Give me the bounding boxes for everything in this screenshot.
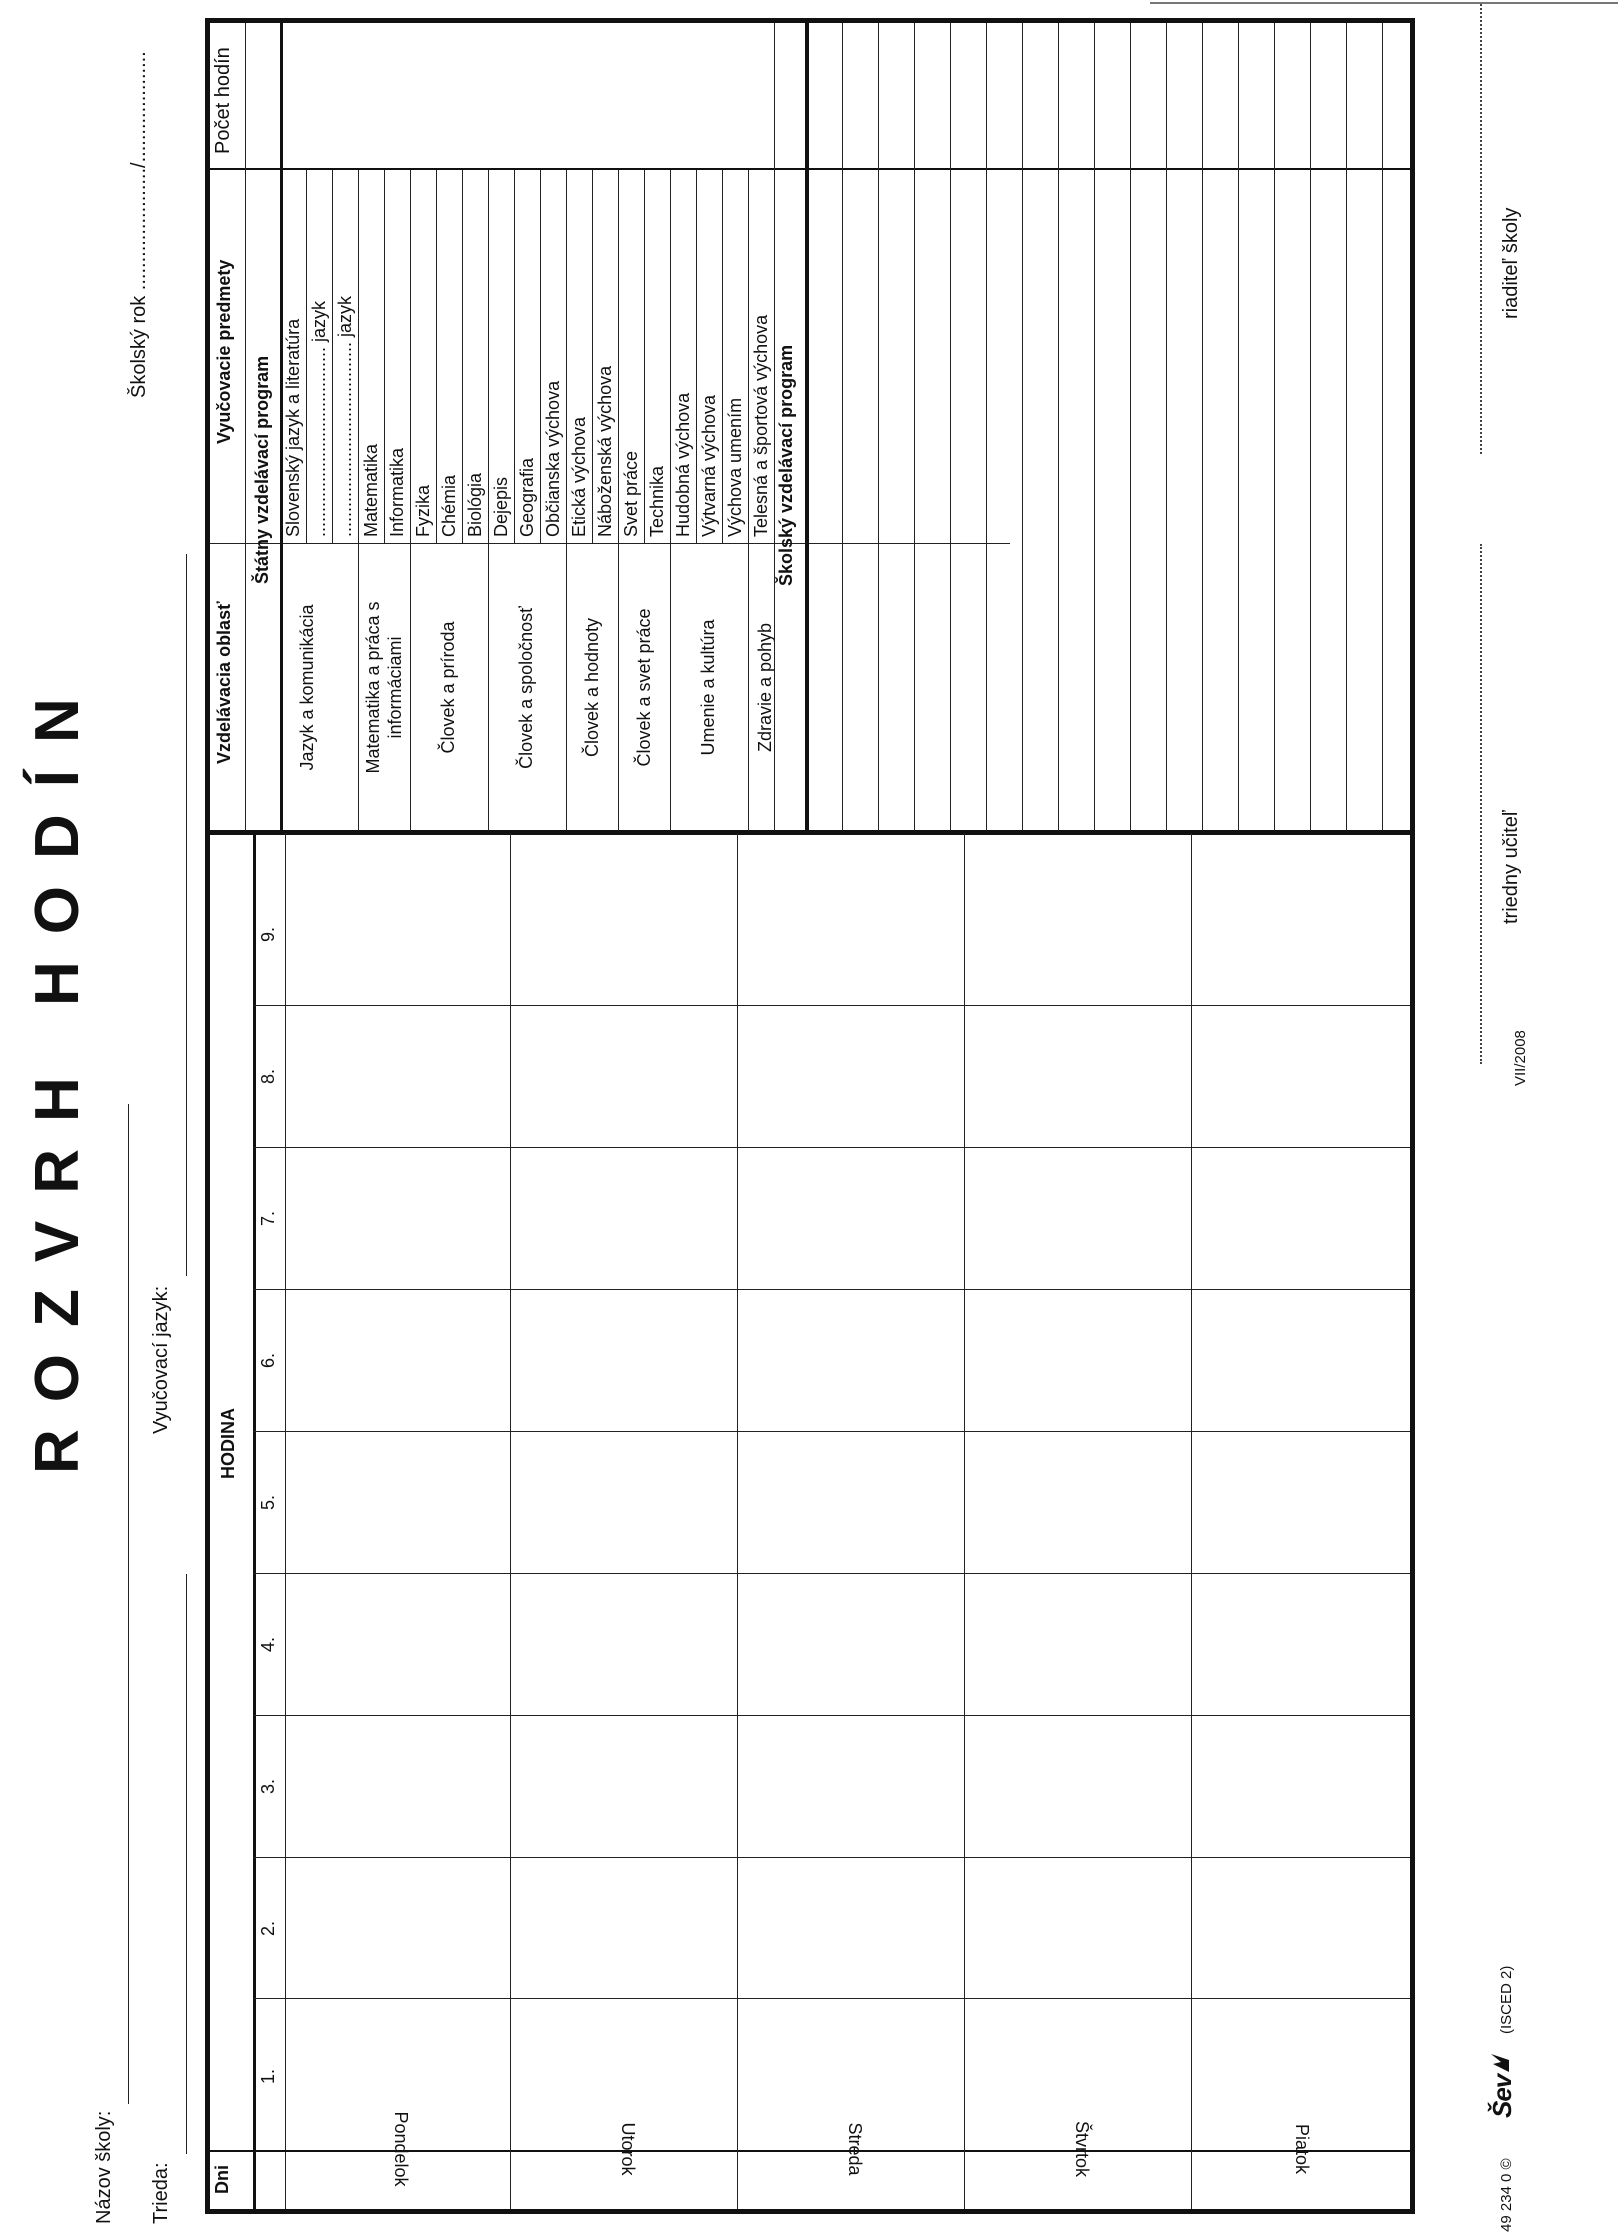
subject-label: Chémia <box>439 474 459 537</box>
area-row-line <box>748 170 749 831</box>
subject-label: Občianska výchova <box>543 380 563 537</box>
period-column-line <box>253 1147 1410 1148</box>
school-row-line <box>842 23 843 831</box>
subject-row-line <box>436 170 437 544</box>
subject-label: Fyzika <box>413 484 433 537</box>
area-header: Vzdelávacia oblasť <box>214 601 234 764</box>
subject-row-line <box>306 170 307 544</box>
area-row-line <box>410 170 411 831</box>
area-label: Matematika a práca s informáciami <box>363 601 405 774</box>
class-teacher-label: triedny učiteľ <box>1500 810 1522 924</box>
school-program-line <box>774 23 775 831</box>
school-row-line <box>914 23 915 831</box>
school-row-line <box>1022 23 1023 831</box>
subjects-header: Vyučovacie predmety <box>214 259 234 444</box>
day-label: Utorok <box>618 2122 638 2176</box>
catalog-number: 49 234 0 © <box>1498 2158 1515 2232</box>
subject-label[interactable]: ...................................... jazyk <box>309 300 329 537</box>
period-label: 8. <box>258 1068 278 1084</box>
period-label: 4. <box>258 1636 278 1652</box>
school-row-line <box>986 23 987 831</box>
period-label: 9. <box>258 926 278 942</box>
subject-label: Slovenský jazyk a literatúra <box>283 318 303 537</box>
table-frame <box>205 18 1415 2214</box>
subject-label: Dejepis <box>491 476 511 537</box>
subject-row-line <box>722 170 723 544</box>
area-row-line <box>618 170 619 831</box>
days-header: Dni <box>212 2165 232 2194</box>
subject-row-line <box>592 170 593 544</box>
school-name-label: Názov školy: <box>93 2110 115 2224</box>
leaf-icon <box>1489 2052 1511 2074</box>
school-row-line <box>878 23 879 831</box>
class-line[interactable] <box>186 1574 187 2154</box>
day-row-line <box>737 833 738 2209</box>
area-label: Človek a hodnoty <box>582 617 602 758</box>
subject-label: Biológia <box>465 472 485 537</box>
school-name-line[interactable] <box>128 1104 129 2104</box>
period-column-line <box>253 1289 1410 1290</box>
period-label: 2. <box>258 1920 278 1936</box>
area-row-line <box>566 170 567 831</box>
timetable-header-line <box>253 833 256 2209</box>
period-column-line <box>253 1573 1410 1574</box>
subject-label: Matematika <box>361 443 381 537</box>
subject-label: Telesná a športová výchova <box>751 314 771 537</box>
school-row-line <box>1094 23 1095 831</box>
timetable-header-line <box>285 833 286 2209</box>
area-label: Človek a príroda <box>438 621 458 754</box>
subject-label: Technika <box>647 465 667 537</box>
principal-label: riaditeľ školy <box>1500 207 1522 319</box>
section-divider <box>205 830 1415 835</box>
day-row-line <box>964 833 965 2209</box>
class-label: Trieda: <box>150 2162 172 2224</box>
language-line[interactable] <box>186 554 187 1276</box>
subject-label: Etická výchova <box>569 416 589 537</box>
subject-label: Hudobná výchova <box>673 392 693 537</box>
period-column-line <box>253 1857 1410 1858</box>
period-label: 5. <box>258 1494 278 1510</box>
period-column-line <box>253 1715 1410 1716</box>
area-row-line <box>670 170 671 831</box>
area-label: Zdravie a pohyb <box>755 622 775 753</box>
subject-label: Náboženská výchova <box>595 365 615 537</box>
period-label: 7. <box>258 1210 278 1226</box>
subject-row-line <box>644 170 645 544</box>
period-header: HODINA <box>218 1408 238 1479</box>
period-column-line <box>253 1431 1410 1432</box>
page-title: ROZVRH HODÍN <box>23 671 92 1474</box>
hours-header: Počet hodín <box>212 47 234 154</box>
publisher-logo: Šev <box>1487 2074 1517 2118</box>
day-label: Streda <box>845 2122 865 2176</box>
day-row-line <box>1191 833 1192 2209</box>
state-program-label: Štátny vzdelávací program <box>252 355 272 584</box>
language-label: Vyučovací jazyk: <box>150 1285 172 1434</box>
day-row-line <box>510 833 511 2209</box>
hours-column-line <box>210 168 1410 170</box>
school-row-line <box>1238 23 1239 831</box>
subject-row-line <box>696 170 697 544</box>
school-program-line <box>805 23 809 831</box>
date-code: VII/2008 <box>1512 1030 1529 1086</box>
isced-level: (ISCED 2) <box>1498 1965 1515 2034</box>
school-row-line <box>950 23 951 831</box>
subjects-column-line <box>210 543 1010 544</box>
period-label: 1. <box>258 2068 278 2084</box>
area-label: Jazyk a komunikácia <box>297 604 317 771</box>
area-label: Človek a spoločnosť <box>516 606 536 769</box>
area-label: Človek a svet práce <box>634 608 654 767</box>
day-label: Pondelok <box>391 2111 411 2187</box>
school-year-label[interactable]: Školský rok ....................../.................... <box>128 51 150 398</box>
school-row-line <box>1274 23 1275 831</box>
class-teacher-signature-line[interactable] <box>1480 544 1482 1064</box>
subject-label: Geografia <box>517 457 537 537</box>
subject-row-line <box>462 170 463 544</box>
school-row-line <box>1346 23 1347 831</box>
subject-label[interactable]: ....................................... jazyk <box>335 295 355 537</box>
school-row-line <box>1058 23 1059 831</box>
principal-signature-line[interactable] <box>1480 4 1482 454</box>
period-column-line <box>253 1005 1410 1006</box>
subject-label: Výchova umením <box>725 397 745 537</box>
subject-row-line <box>384 170 385 544</box>
day-label: Piatok <box>1292 2123 1312 2175</box>
school-row-line <box>1310 23 1311 831</box>
school-program-label: Školský vzdelávací program <box>776 344 796 586</box>
area-row-line <box>488 170 489 831</box>
subject-label: Svet práce <box>621 450 641 537</box>
day-label: Štvrtok <box>1072 2120 1092 2177</box>
school-row-line <box>1130 23 1131 831</box>
period-label: 6. <box>258 1352 278 1368</box>
subject-row-line <box>540 170 541 544</box>
subject-label: Informatika <box>387 447 407 537</box>
subject-row-line <box>332 170 333 544</box>
area-row-line <box>358 170 359 831</box>
curriculum-header-line <box>245 23 246 831</box>
subject-row-line <box>514 170 515 544</box>
school-row-line <box>1382 23 1383 831</box>
period-label: 3. <box>258 1778 278 1794</box>
subject-label: Výtvarná výchova <box>699 394 719 537</box>
school-row-line <box>1166 23 1167 831</box>
school-row-line <box>1202 23 1203 831</box>
period-column-line <box>253 1998 1410 1999</box>
area-label: Umenie a kultúra <box>698 619 718 756</box>
